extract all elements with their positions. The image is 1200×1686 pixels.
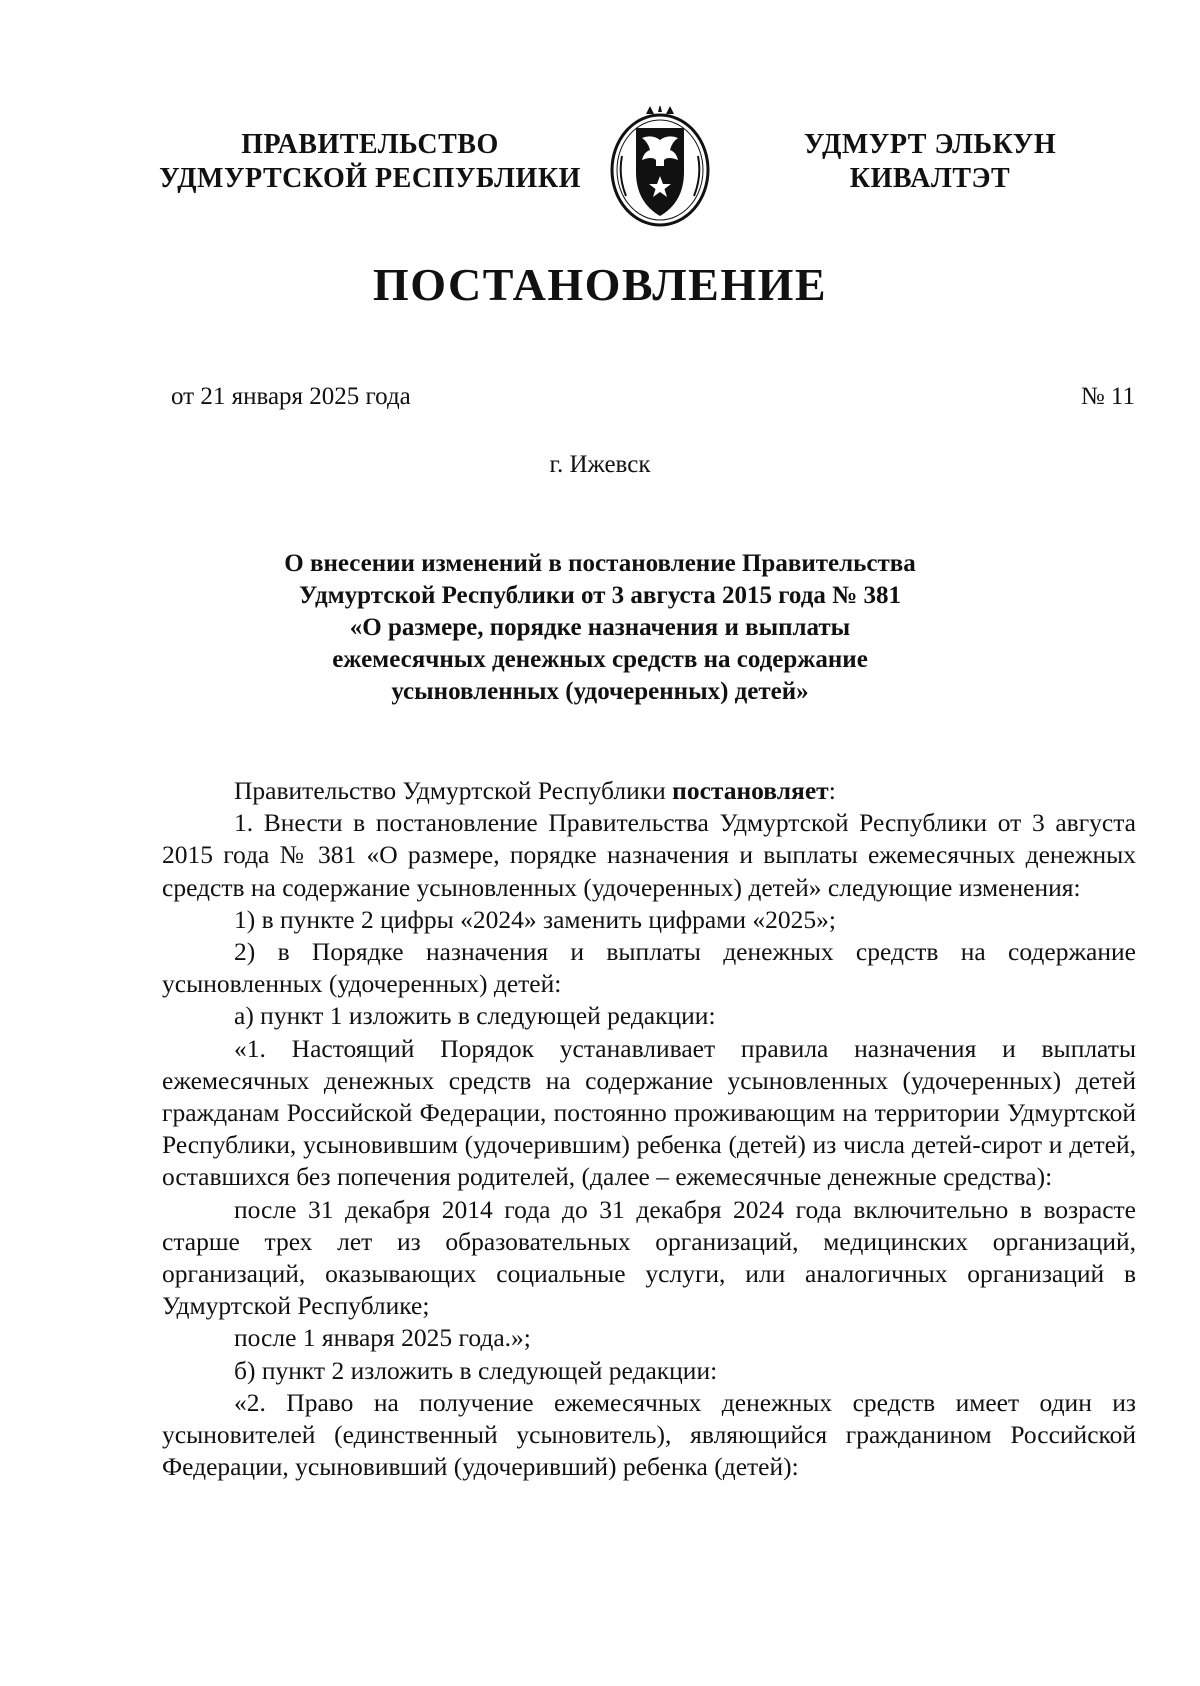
title-line: усыновленных (удочеренных) детей» (391, 678, 809, 705)
title-line: «О размере, порядке назначения и выплаты (349, 614, 851, 641)
intro-bold-verb: постановляет (672, 776, 829, 805)
document-city: г. Ижевск (549, 451, 651, 478)
intro-text: Правительство Удмуртской Республики (234, 776, 673, 805)
header-right-line1: УДМУРТ ЭЛЬКУН (803, 129, 1057, 160)
header-left-line1: ПРАВИТЕЛЬСТВО (241, 129, 499, 160)
body-intro (162, 775, 1136, 807)
document-title (200, 548, 1000, 708)
coat-of-arms-icon (606, 106, 714, 230)
body-paragraph: после 31 декабря 2014 года до 31 декабря 2024 года включительно в возрасте старше трех лет из образовательных организаций, медицинских организаций, организаций, оказывающих социальные услуги, или аналогичных организаций в Удмуртской Республике; (162, 1194, 1136, 1321)
document-number: № 11 (1080, 383, 1135, 410)
body-paragraph: а) пункт 1 изложить в следующей редакции: (234, 1001, 716, 1031)
body-paragraph: 1. Внести в постановление Правительства Удмуртской Республики от 3 августа 2015 года № 381 «О размере, порядке назначения и выплаты ежемесячных денежных средств на содержание усыновленных (удочеренных) детей» следующие изменения: (162, 808, 1136, 902)
body-paragraph: б) пункт 2 изложить в следующей редакции: (234, 1355, 718, 1385)
title-line: О внесении изменений в постановление Правительства (284, 550, 916, 577)
body-paragraph: 1) в пункте 2 цифры «2024» заменить цифрами «2025»; (234, 904, 836, 934)
header-right-line2: КИВАЛТЭТ (849, 163, 1011, 194)
title-line: ежемесячных денежных средств на содержание (332, 646, 868, 673)
document-type: ПОСТАНОВЛЕНИЕ (372, 259, 828, 310)
body-paragraph: после 1 января 2025 года.»; (234, 1323, 531, 1353)
body-paragraph: «1. Настоящий Порядок устанавливает правила назначения и выплаты ежемесячных денежных средств на содержание усыновленных (удочеренных) детей гражданам Российской Федерации, постоянно проживающим на территории Удмуртской Республики, усыновившим (удочерившим) ребенка (детей) из числа детей-сирот и детей, оставшихся без попечения родителей, (далее – ежемесячные денежные средства): (162, 1033, 1136, 1192)
intro-colon: : (828, 776, 836, 805)
header-left-line2: УДМУРТСКОЙ РЕСПУБЛИКИ (159, 163, 581, 194)
document-body (162, 775, 1136, 1483)
body-paragraph: 2) в Порядке назначения и выплаты денежных средств на содержание усыновленных (удочеренных) детей: (162, 937, 1136, 999)
document-date: от 21 января 2025 года (171, 383, 411, 410)
title-line: Удмуртской Республики от 3 августа 2015 года № 381 (299, 582, 901, 609)
header-government-udm (775, 128, 1085, 196)
body-paragraph: «2. Право на получение ежемесячных денежных средств имеет один из усыновителей (единственный усыновитель), являющийся гражданином Российской Федерации, усыновивший (удочеривший) ребенка (детей): (162, 1387, 1136, 1482)
header-government-ru (150, 128, 590, 196)
